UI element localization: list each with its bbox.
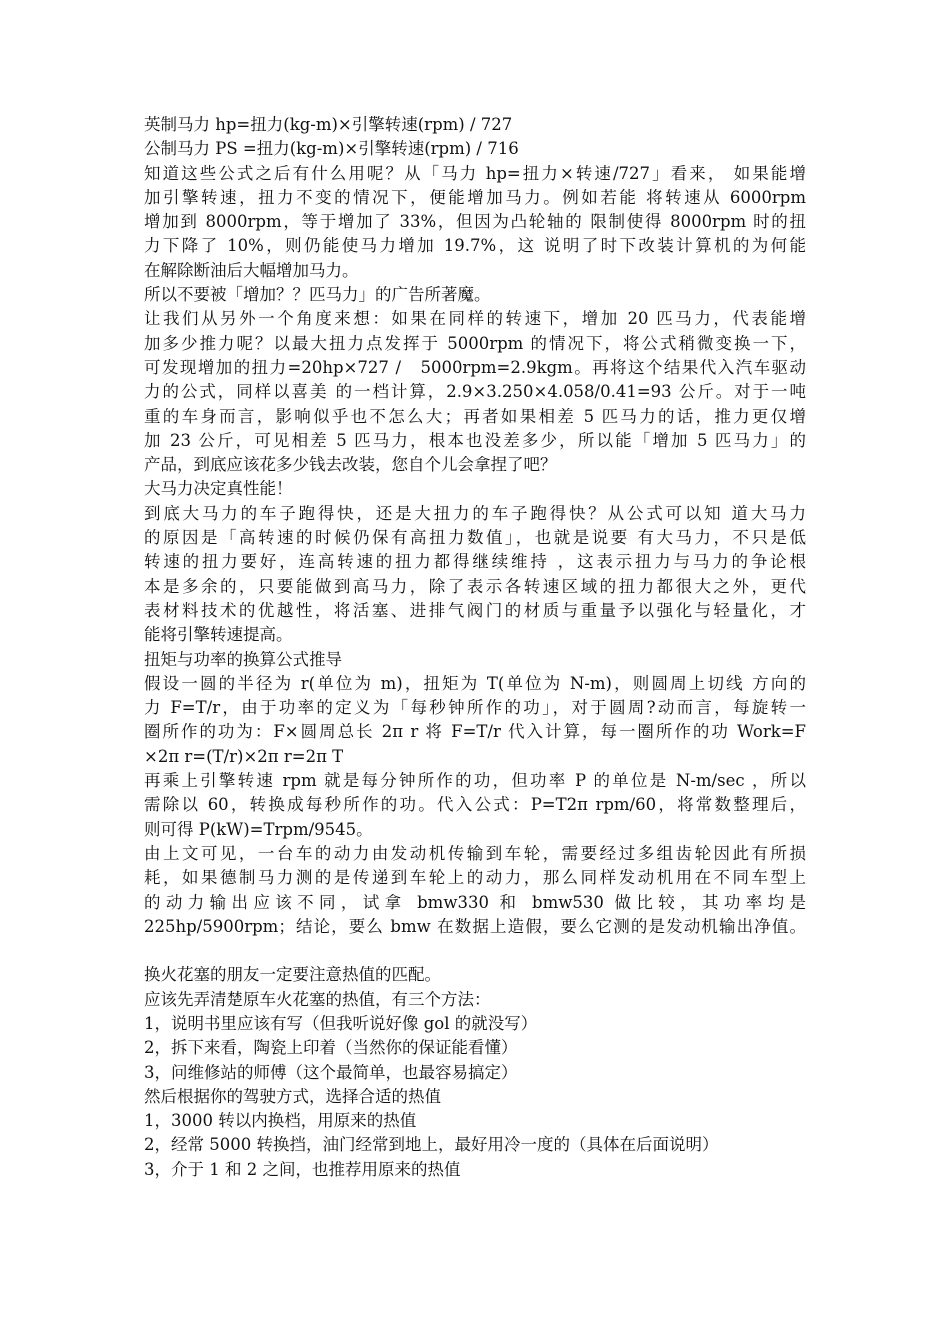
- text-line: 力下降了 10%，则仍能使马力增加 19.7%，这 说明了时下改装计算机的为何能: [144, 236, 806, 256]
- text-line: 由上文可见，一台车的动力由发动机传输到车轮，需要经过多组齿轮因此有所损: [144, 843, 806, 863]
- text-line: 加多少推力呢？以最大扭力点发挥于 5000rpm 的情况下，将公式稍微变换一下，: [144, 333, 806, 353]
- text-line: 1，说明书里应该有写（但我听说好像 gol 的就没写）: [144, 1013, 538, 1033]
- text-line: 然后根据你的驾驶方式，选择合适的热值: [144, 1086, 441, 1106]
- text-line: 可发现增加的扭力=20hp×727 / 5000rpm=2.9kgm。再将这个结果代入汽车驱动: [144, 357, 806, 377]
- text-line: 应该先弄清楚原车火花塞的热值，有三个方法：: [144, 989, 491, 1009]
- text-line: 则可得 P(kW)=Trpm/9545。: [144, 819, 373, 839]
- text-line: 重的车身而言，影响似乎也不怎么大；再者如果相差 5 匹马力的话，推力更仅增: [144, 406, 806, 426]
- text-line: 的原因是「高转速的时候仍保有高扭力数值」，也就是说要 有大马力，不只是低: [144, 528, 806, 548]
- text-line: 力 F=T/r，由于功率的定义为「每秒钟所作的功」，对于圆周?动而言，每旋转一: [144, 698, 806, 718]
- text-line: 加 23 公斤，可见相差 5 匹马力，根本也没差多少，所以能「增加 5 匹马力」的: [144, 430, 806, 450]
- text-line: 耗，如果德制马力测的是传递到车轮上的动力，那么同样发动机用在不同车型上: [144, 868, 806, 888]
- text-line: 所以不要被「增加？？匹马力」的广告所著魔。: [144, 285, 491, 305]
- text-line: 圈所作的功为：F×圆周总长 2π r 将 F=T/r 代入计算，每一圈所作的功 Work=F: [144, 722, 806, 742]
- blank-line: [144, 939, 806, 963]
- text-line: 3，介于 1 和 2 之间，也推荐用原来的热值: [144, 1159, 461, 1179]
- text-line: 假设一圆的半径为 r(单位为 m)，扭矩为 T(单位为 N-m)，则圆周上切线 方向的: [144, 673, 806, 693]
- text-line: 的动力输出应该不同，试拿 bmw330 和 bmw530 做比较，其功率均是: [144, 892, 806, 912]
- text-line: 公制马力 PS =扭力(kg-m)×引擎转速(rpm) / 716: [144, 139, 519, 159]
- text-line: 1，3000 转以内换档，用原来的热值: [144, 1111, 417, 1131]
- text-line: 产品，到底应该花多少钱去改装，您自个儿会拿捏了吧？: [144, 455, 557, 475]
- text-line: 让我们从另外一个角度来想：如果在同样的转速下，增加 20 匹马力，代表能增: [144, 309, 806, 329]
- text-line: 225hp/5900rpm；结论，要么 bmw 在数据上造假，要么它测的是发动机输出净值。: [144, 916, 806, 936]
- text-line: 大马力决定真性能！: [144, 479, 293, 499]
- text-line: 力的公式，同样以喜美 的一档计算，2.9×3.250×4.058/0.41=93 公斤。对于一吨: [144, 382, 806, 402]
- text-line: 到底大马力的车子跑得快，还是大扭力的车子跑得快？从公式可以知 道大马力: [144, 503, 806, 523]
- text-line: 表材料技术的优越性，将活塞、进排气阀门的材质与重量予以强化与轻量化，才: [144, 600, 806, 620]
- text-line: 英制马力 hp=扭力(kg-m)×引擎转速(rpm) / 727: [144, 115, 513, 134]
- text-line: 增加到 8000rpm，等于增加了 33%，但因为凸轮轴的 限制使得 8000rpm 时的扭: [144, 212, 806, 232]
- text-line: 转速的扭力要好，连高转速的扭力都得继续维持 ，这表示扭力与马力的争论根: [144, 552, 806, 572]
- text-line: 加引擎转速，扭力不变的情况下，便能增加马力。例如若能 将转速从 6000rpm: [144, 187, 806, 207]
- text-line: 再乘上引擎转速 rpm 就是每分钟所作的功，但功率 P 的单位是 N-m/sec ，所以: [144, 771, 806, 791]
- text-line: 本是多余的，只要能做到高马力，除了表示各转速区域的扭力都很大之外，更代: [144, 576, 806, 596]
- text-line: 扭矩与功率的换算公式推导: [144, 649, 342, 669]
- text-line: 能将引擎转速提高。: [144, 625, 293, 645]
- text-line: 2，拆下来看，陶瓷上印着（当然你的保证能看懂）: [144, 1038, 518, 1058]
- text-line: 需除以 60，转换成每秒所作的功。代入公式：P=T2π rpm/60，将常数整理后，: [144, 795, 806, 815]
- text-line: 3，问维修站的师傅（这个最简单，也最容易搞定）: [144, 1062, 518, 1082]
- text-line: 知道这些公式之后有什么用呢？从「马力 hp=扭力×转速/727」看来， 如果能增: [144, 163, 806, 183]
- text-line: 2，经常 5000 转换挡，油门经常到地上，最好用冷一度的（具体在后面说明）: [144, 1135, 719, 1155]
- text-line: 在解除断油后大幅增加马力。: [144, 260, 359, 280]
- text-line: ×2π r=(T/r)×2π r=2π T: [144, 746, 344, 766]
- text-line: 换火花塞的朋友一定要注意热值的匹配。: [144, 965, 441, 985]
- document-page: [144, 113, 806, 1182]
